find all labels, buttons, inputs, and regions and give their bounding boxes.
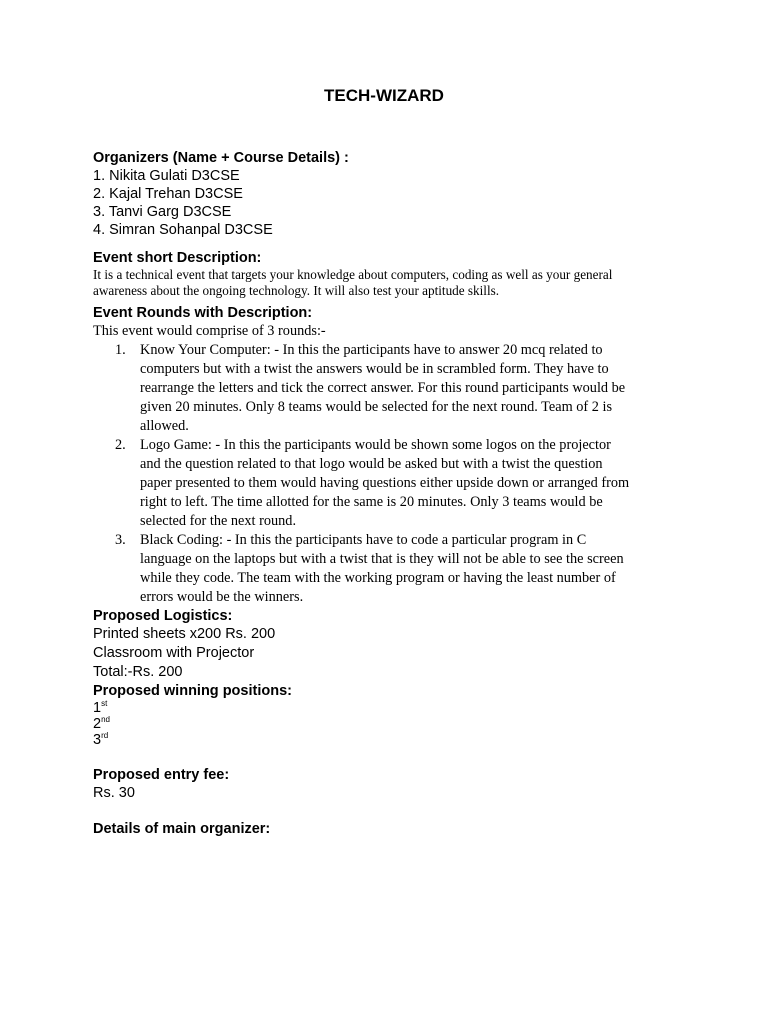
organizer-item: 1. Nikita Gulati D3CSE [93,168,240,184]
position-number: 2 [93,716,102,732]
logistics-section [93,607,683,682]
short-description-line: awareness about the ongoing technology. It will also test your aptitude skills. [93,283,500,298]
round-line: given 20 minutes. Only 8 teams would be selected for the next round. Team of 2 is [140,399,613,415]
round-line: language on the laptops but with a twist that is they will not be able to see the screen [140,551,624,567]
round-item [93,436,693,531]
main-organizer-heading: Details of main organizer: [93,821,271,837]
short-description-heading: Event short Description: [93,250,262,266]
logistics-item: Printed sheets x200 Rs. 200 [93,626,276,642]
main-organizer-section [93,820,683,838]
round-line: Know Your Computer: - In this the participants have to answer 20 mcq related to [140,342,603,358]
round-line: while they code. The team with the working program or having the least number of [140,570,616,586]
short-description-line: It is a technical event that targets your knowledge about computers, coding as well as your general [93,267,613,282]
rounds-section [93,304,693,607]
round-line: computers but with a twist the answers would be in scrambled form. They have to [140,361,609,377]
winning-position [93,716,683,732]
entry-fee-heading: Proposed entry fee: [93,767,230,783]
logistics-item: Total:-Rs. 200 [93,664,183,680]
organizers-section [93,149,683,239]
entry-fee-value: Rs. 30 [93,785,135,801]
rounds-intro: This event would comprise of 3 rounds:- [93,323,326,339]
organizer-item: 2. Kajal Trehan D3CSE [93,186,243,202]
winning-position [93,732,683,748]
position-suffix: st [101,699,108,708]
round-line: Logo Game: - In this the participants would be shown some logos on the projector [140,437,611,453]
organizers-heading: Organizers (Name + Course Details) : [93,150,349,166]
logistics-heading: Proposed Logistics: [93,608,233,624]
round-item [93,531,693,607]
round-line: allowed. [140,418,189,434]
round-line: and the question related to that logo would be asked but with a twist the question [140,456,603,472]
position-suffix: rd [101,731,109,740]
position-number: 3 [93,732,102,748]
winning-positions-heading: Proposed winning positions: [93,683,292,699]
logistics-item: Classroom with Projector [93,645,255,661]
rounds-list [93,341,693,607]
round-line: paper presented to them would having questions either upside down or arranged from [140,475,630,491]
organizer-item: 3. Tanvi Garg D3CSE [93,204,232,220]
round-line: Black Coding: - In this the participants have to code a particular program in C [140,532,587,548]
round-number: 3. [115,532,126,548]
round-line: selected for the next round. [140,513,297,529]
position-number: 1 [93,700,102,716]
position-suffix: nd [101,715,110,724]
entry-fee-section [93,766,683,802]
round-line: errors would be the winners. [140,589,304,605]
round-number: 2. [115,437,126,453]
winning-position [93,700,683,716]
rounds-heading: Event Rounds with Description: [93,305,313,321]
page-title: TECH-WIZARD [324,86,444,105]
round-number: 1. [115,342,126,358]
round-item [93,341,693,436]
round-line: right to left. The time allotted for the same is 20 minutes. Only 3 teams would be [140,494,603,510]
winning-positions-section [93,682,683,748]
short-description-section [93,249,693,299]
round-line: rearrange the letters and tick the correct answer. For this round participants would be [140,380,626,396]
organizer-item: 4. Simran Sohanpal D3CSE [93,222,273,238]
